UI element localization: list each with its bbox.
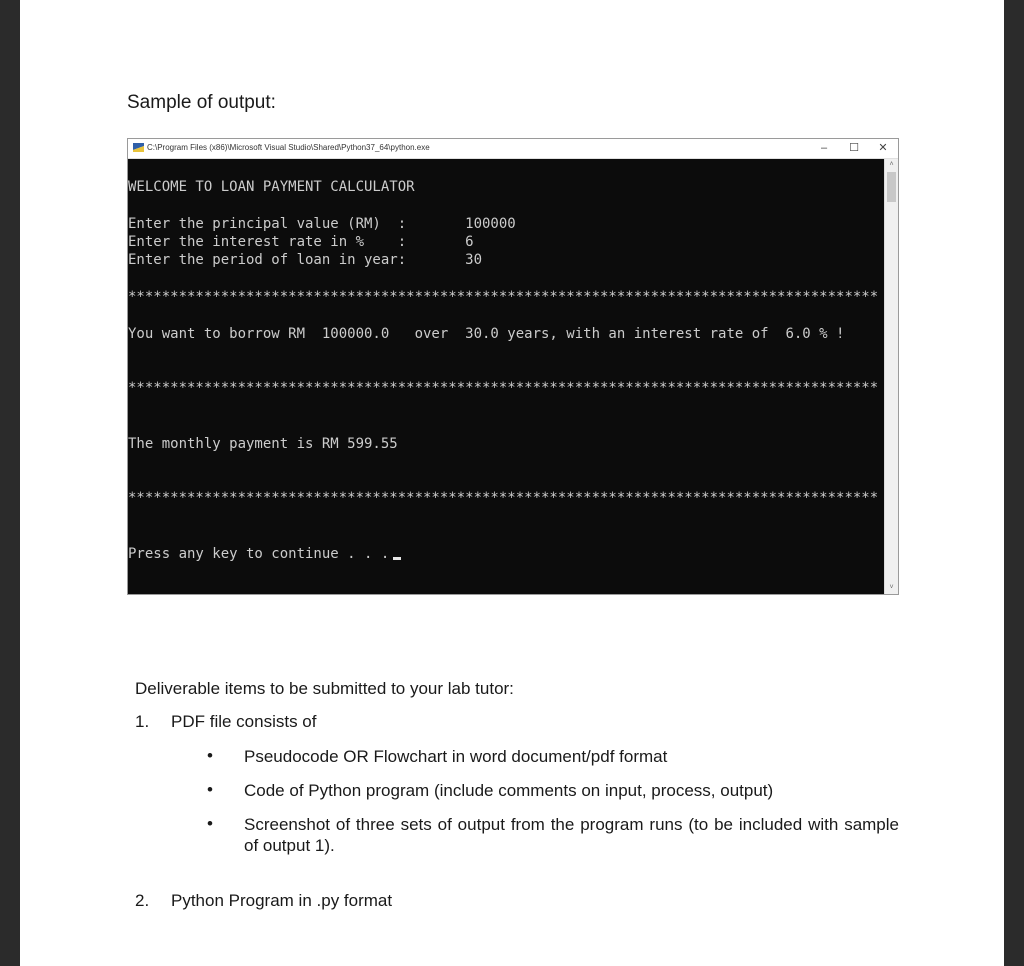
scroll-thumb[interactable] — [887, 172, 896, 202]
text-cursor — [393, 557, 401, 560]
console-titlebar[interactable] — [128, 139, 898, 159]
scroll-up-arrow-icon[interactable]: ˄ — [889, 161, 894, 168]
console-line-principal: Enter the principal value (RM) : 100000 — [128, 216, 516, 232]
bullet-item-text: Screenshot of three sets of output from the program runs (to be included with sample of output 1). — [244, 815, 899, 855]
deliverables-heading: Deliverable items to be submitted to your lab tutor: — [135, 679, 514, 698]
list-item-text: Python Program in .py format — [171, 891, 393, 910]
list-number: 2. — [135, 891, 150, 910]
bullet-item-text: Code of Python program (include comments on input, process, output) — [244, 781, 774, 800]
document-page — [20, 0, 1004, 966]
console-line-welcome: WELCOME TO LOAN PAYMENT CALCULATOR — [128, 179, 415, 195]
list-number: 1. — [135, 712, 150, 731]
close-button[interactable]: ✕ — [878, 142, 888, 154]
console-output — [128, 159, 884, 594]
continue-prompt: Press any key to continue . . . — [128, 546, 390, 562]
minimize-button[interactable]: – — [820, 142, 828, 154]
list-item-text: PDF file consists of — [171, 712, 317, 731]
scroll-down-arrow-icon[interactable]: ˅ — [889, 584, 894, 591]
console-line-summary: You want to borrow RM 100000.0 over 30.0 years, with an interest rate of 6.0 % ! — [128, 326, 845, 342]
console-line-payment: The monthly payment is RM 599.55 — [128, 436, 398, 452]
console-scrollbar[interactable] — [884, 159, 898, 594]
bullet-icon: • — [207, 780, 213, 799]
bullet-item-text: Pseudocode OR Flowchart in word document/pdf format — [244, 747, 668, 766]
console-line-separator: ***************************************************************************************** — [128, 380, 879, 396]
bullet-icon: • — [207, 746, 213, 765]
python-app-icon — [133, 143, 144, 152]
sample-output-heading: Sample of output: — [127, 92, 276, 113]
maximize-button[interactable]: ☐ — [849, 142, 859, 154]
console-line-period: Enter the period of loan in year: 30 — [128, 252, 483, 268]
console-title: C:\Program Files (x86)\Microsoft Visual Studio\Shared\Python37_64\python.exe — [147, 143, 430, 152]
console-window — [127, 138, 899, 595]
console-line-continue — [128, 545, 401, 563]
console-line-separator: ***************************************************************************************** — [128, 490, 879, 506]
bullet-icon: • — [207, 814, 213, 833]
console-line-rate: Enter the interest rate in % : 6 — [128, 234, 474, 250]
console-line-separator: ***************************************************************************************** — [128, 289, 879, 305]
